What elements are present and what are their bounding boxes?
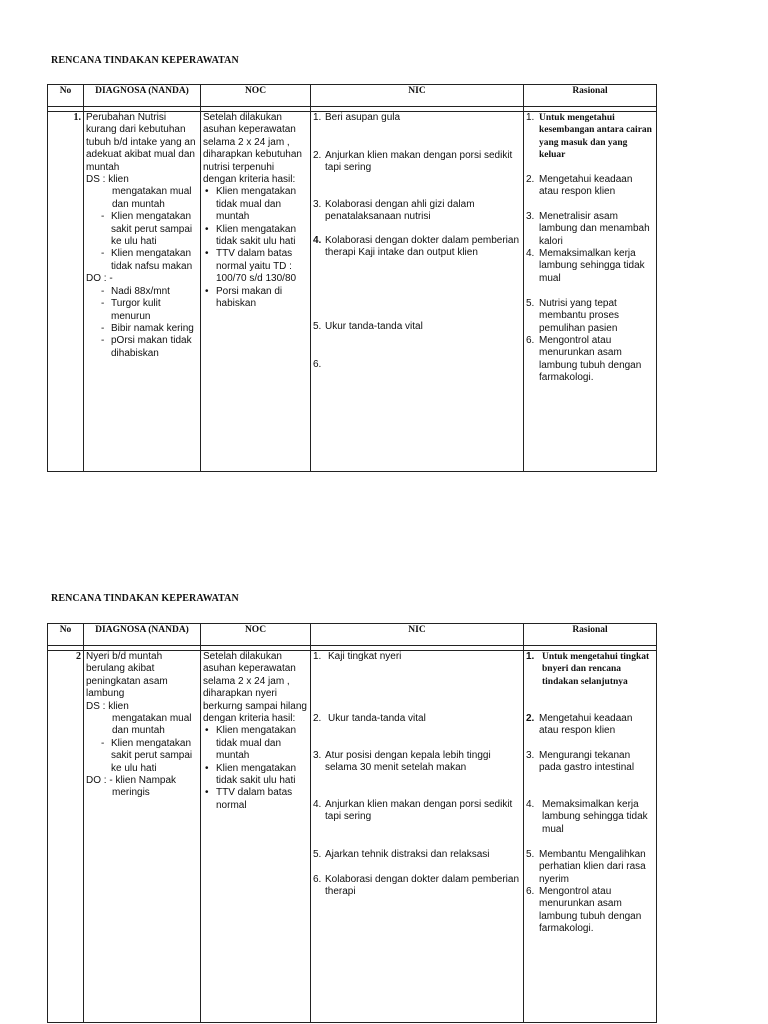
ds-list [86, 211, 198, 273]
rasional-item [526, 174, 654, 211]
list-item: - Nadi 88x/mnt [98, 286, 198, 298]
list-item: - Bibir namak kering [98, 323, 198, 335]
header-diagnosa: DIAGNOSA (NANDA) [84, 624, 201, 646]
rasional-item-text: Memaksimalkan kerja lambung sehingga tidak mual [539, 248, 645, 284]
list-item: • TTV dalam batas normal yaitu TD : 100/70 s/d 130/80 [203, 248, 308, 285]
rasional-item-text: Mengetahui keadaan atau respon klien [539, 174, 633, 198]
noc-intro: Setelah dilakukan asuhan keperawatan selama 2 x 24 jam , diharapkan nyeri berkurng sampai hilang dengan kriteria hasil: [203, 651, 307, 725]
rasional-item-number: 4. [526, 799, 535, 810]
list-item: - Turgor kulit menurun [98, 298, 198, 323]
nic-item-number: 1. [313, 651, 322, 662]
header-rasional: Rasional [524, 624, 657, 646]
header-no: No [48, 85, 84, 107]
ds-continuation: mengatakan mual dan muntah [112, 713, 192, 737]
rasional-item [526, 298, 654, 335]
list-item: • TTV dalam batas normal [203, 787, 308, 812]
list-item: • Klien mengatakan tidak sakit ulu hati [203, 224, 308, 249]
rasional-item-number: 3. [526, 750, 535, 761]
rasional-cell [524, 651, 657, 1023]
nic-item [313, 150, 521, 199]
list-item: - pOrsi makan tidak dihabiskan [98, 335, 198, 360]
rasional-item-number: 2. [526, 713, 535, 724]
rasional-item-text: Mengurangi tekanan pada gastro intestinal [539, 750, 635, 774]
nic-cell [311, 112, 524, 472]
nic-item [313, 235, 521, 321]
nic-item-text: Atur posisi dengan kepala lebih tinggi selama 30 menit setelah makan [325, 750, 491, 774]
rasional-item-number: 6. [526, 886, 535, 897]
nic-item-text: Ajarkan tehnik distraksi dan relaksasi [325, 849, 490, 860]
rasional-item-text: Memaksimalkan kerja lambung sehingga tidak mual [542, 799, 648, 835]
rasional-item [526, 651, 654, 713]
ds-continuation: mengatakan mual dan muntah [112, 186, 192, 210]
header-nic: NIC [311, 85, 524, 107]
noc-cell [201, 651, 311, 1023]
rasional-item [526, 799, 654, 849]
rasional-item-number: 1. [526, 651, 535, 662]
nic-item-text: Beri asupan gula [325, 112, 401, 123]
do-list [86, 286, 198, 360]
rasional-item-number: 1. [526, 112, 535, 123]
table-row [48, 112, 657, 472]
rasional-item-text: Membantu Mengalihkan perhatian klien dari rasa nyerim [539, 849, 646, 885]
diagnosa-intro: Nyeri b/d muntah berulang akibat peningkatan asam lambung [86, 651, 168, 700]
header-noc: NOC [201, 85, 311, 107]
ds-label: DS : klien [86, 174, 129, 186]
ds-list [86, 738, 198, 775]
row-number: 2 [48, 651, 84, 1023]
header-noc: NOC [201, 624, 311, 646]
nic-item-number: 2. [313, 150, 322, 161]
table-header-row [48, 624, 657, 646]
noc-intro: Setelah dilakukan asuhan keperawatan selama 2 x 24 jam , diharapkan kebutuhan nutrisi terpenuhi dengan kriteria hasil: [203, 112, 302, 186]
rasional-item [526, 211, 654, 248]
nic-item [313, 713, 521, 750]
nic-item-text: Anjurkan klien makan dengan porsi sedikit tapi sering [325, 150, 513, 174]
table-row [48, 651, 657, 1023]
nic-item [313, 359, 521, 371]
rasional-item-number: 3. [526, 211, 535, 222]
diagnosa-intro: Perubahan Nutrisi kurang dari kebutuhan tubuh b/d intake yang an adekuat akibat mual dan muntah [86, 112, 196, 173]
list-item: - Klien mengatakan sakit perut sampai ke ulu hati [98, 738, 198, 775]
rasional-item-text: Mengetahui keadaan atau respon klien [539, 713, 633, 737]
nic-item [313, 750, 521, 799]
do-label: DO : - klien Nampak [86, 775, 177, 787]
do-continuation: meringis [112, 787, 150, 799]
ds-label: DS : klien [86, 700, 129, 712]
nic-item [313, 321, 521, 359]
header-no: No [48, 624, 84, 646]
nic-item-number: 4. [313, 799, 322, 810]
rasional-item [526, 335, 654, 385]
rasional-item-text: Mengontrol atau menurunkan asam lambung tubuh dengan farmakologi. [539, 335, 642, 384]
rasional-item-text: Untuk mengetahui tingkat bnyeri dan rencana tindakan selanjutnya [542, 652, 650, 687]
noc-cell [201, 112, 311, 472]
list-item: • Klien mengatakan tidak mual dan muntah [203, 186, 308, 223]
list-item: - Klien mengatakan sakit perut sampai ke ulu hati [98, 211, 198, 248]
nic-item-number: 5. [313, 321, 322, 332]
plan-title: RENCANA TINDAKAN KEPERAWATAN [51, 593, 239, 604]
nic-item-text: Kolaborasi dengan dokter dalam pemberian therapi [325, 874, 520, 898]
rasional-item-text: Untuk mengetahui kesembangan antara cairan yang masuk dan yang keluar [539, 113, 652, 161]
nic-item [313, 112, 521, 150]
nic-item-number: 2. [313, 713, 322, 724]
header-rasional: Rasional [524, 85, 657, 107]
list-item: • Klien mengatakan tidak mual dan muntah [203, 725, 308, 762]
rasional-item-number: 5. [526, 298, 535, 309]
header-nic: NIC [311, 624, 524, 646]
rasional-item-number: 5. [526, 849, 535, 860]
rasional-item [526, 112, 654, 174]
rasional-item-number: 6. [526, 335, 535, 346]
nic-item [313, 849, 521, 874]
nic-item-text: Anjurkan klien makan dengan porsi sedikit tapi sering [325, 799, 513, 823]
row-number: 1. [48, 112, 84, 472]
rasional-item [526, 750, 654, 799]
list-item: - Klien mengatakan tidak nafsu makan [98, 248, 198, 273]
rasional-item-text: Menetralisir asam lambung dan menambah kalori [539, 211, 650, 247]
list-item: • Porsi makan di habiskan [203, 286, 308, 311]
rasional-item-text: Nutrisi yang tepat membantu proses pemulihan pasien [539, 298, 620, 334]
rasional-item-number: 4. [526, 248, 535, 259]
rasional-item [526, 849, 654, 886]
nic-item-text: Kolaborasi dengan ahli gizi dalam penatalaksanaan nutrisi [325, 199, 475, 223]
table-header-row [48, 85, 657, 107]
nic-item [313, 874, 521, 899]
plan-title: RENCANA TINDAKAN KEPERAWATAN [51, 55, 239, 66]
noc-criteria-list [203, 725, 308, 812]
nic-item [313, 799, 521, 849]
nic-item-number: 5. [313, 849, 322, 860]
care-plan-table [47, 623, 657, 1023]
nic-item [313, 199, 521, 235]
diagnosa-cell [84, 112, 201, 472]
nic-item-text: Kolaborasi dengan dokter dalam pemberian therapi Kaji intake dan output klien [325, 235, 520, 259]
nic-item-number: 1. [313, 112, 322, 123]
nic-item-text: Ukur tanda-tanda vital [328, 713, 426, 724]
nic-item-number: 3. [313, 199, 322, 210]
nic-item-text: Ukur tanda-tanda vital [325, 321, 423, 332]
rasional-item [526, 248, 654, 298]
list-item: • Klien mengatakan tidak sakit ulu hati [203, 763, 308, 788]
nic-item-number: 4. [313, 235, 322, 246]
nic-item-text: Kaji tingkat nyeri [328, 651, 402, 662]
rasional-item [526, 886, 654, 936]
nic-item [313, 651, 521, 713]
care-plan-table [47, 84, 657, 472]
nic-item-number: 6. [313, 874, 322, 885]
noc-criteria-list [203, 186, 308, 310]
nic-cell [311, 651, 524, 1023]
diagnosa-cell [84, 651, 201, 1023]
nic-item-number: 6. [313, 359, 322, 370]
rasional-item-text: Mengontrol atau menurunkan asam lambung tubuh dengan farmakologi. [539, 886, 642, 935]
nic-item-text [325, 359, 521, 371]
rasional-item [526, 713, 654, 750]
nic-item-number: 3. [313, 750, 322, 761]
rasional-item-number: 2. [526, 174, 535, 185]
header-diagnosa: DIAGNOSA (NANDA) [84, 85, 201, 107]
rasional-cell [524, 112, 657, 472]
do-label: DO : - [86, 273, 113, 285]
